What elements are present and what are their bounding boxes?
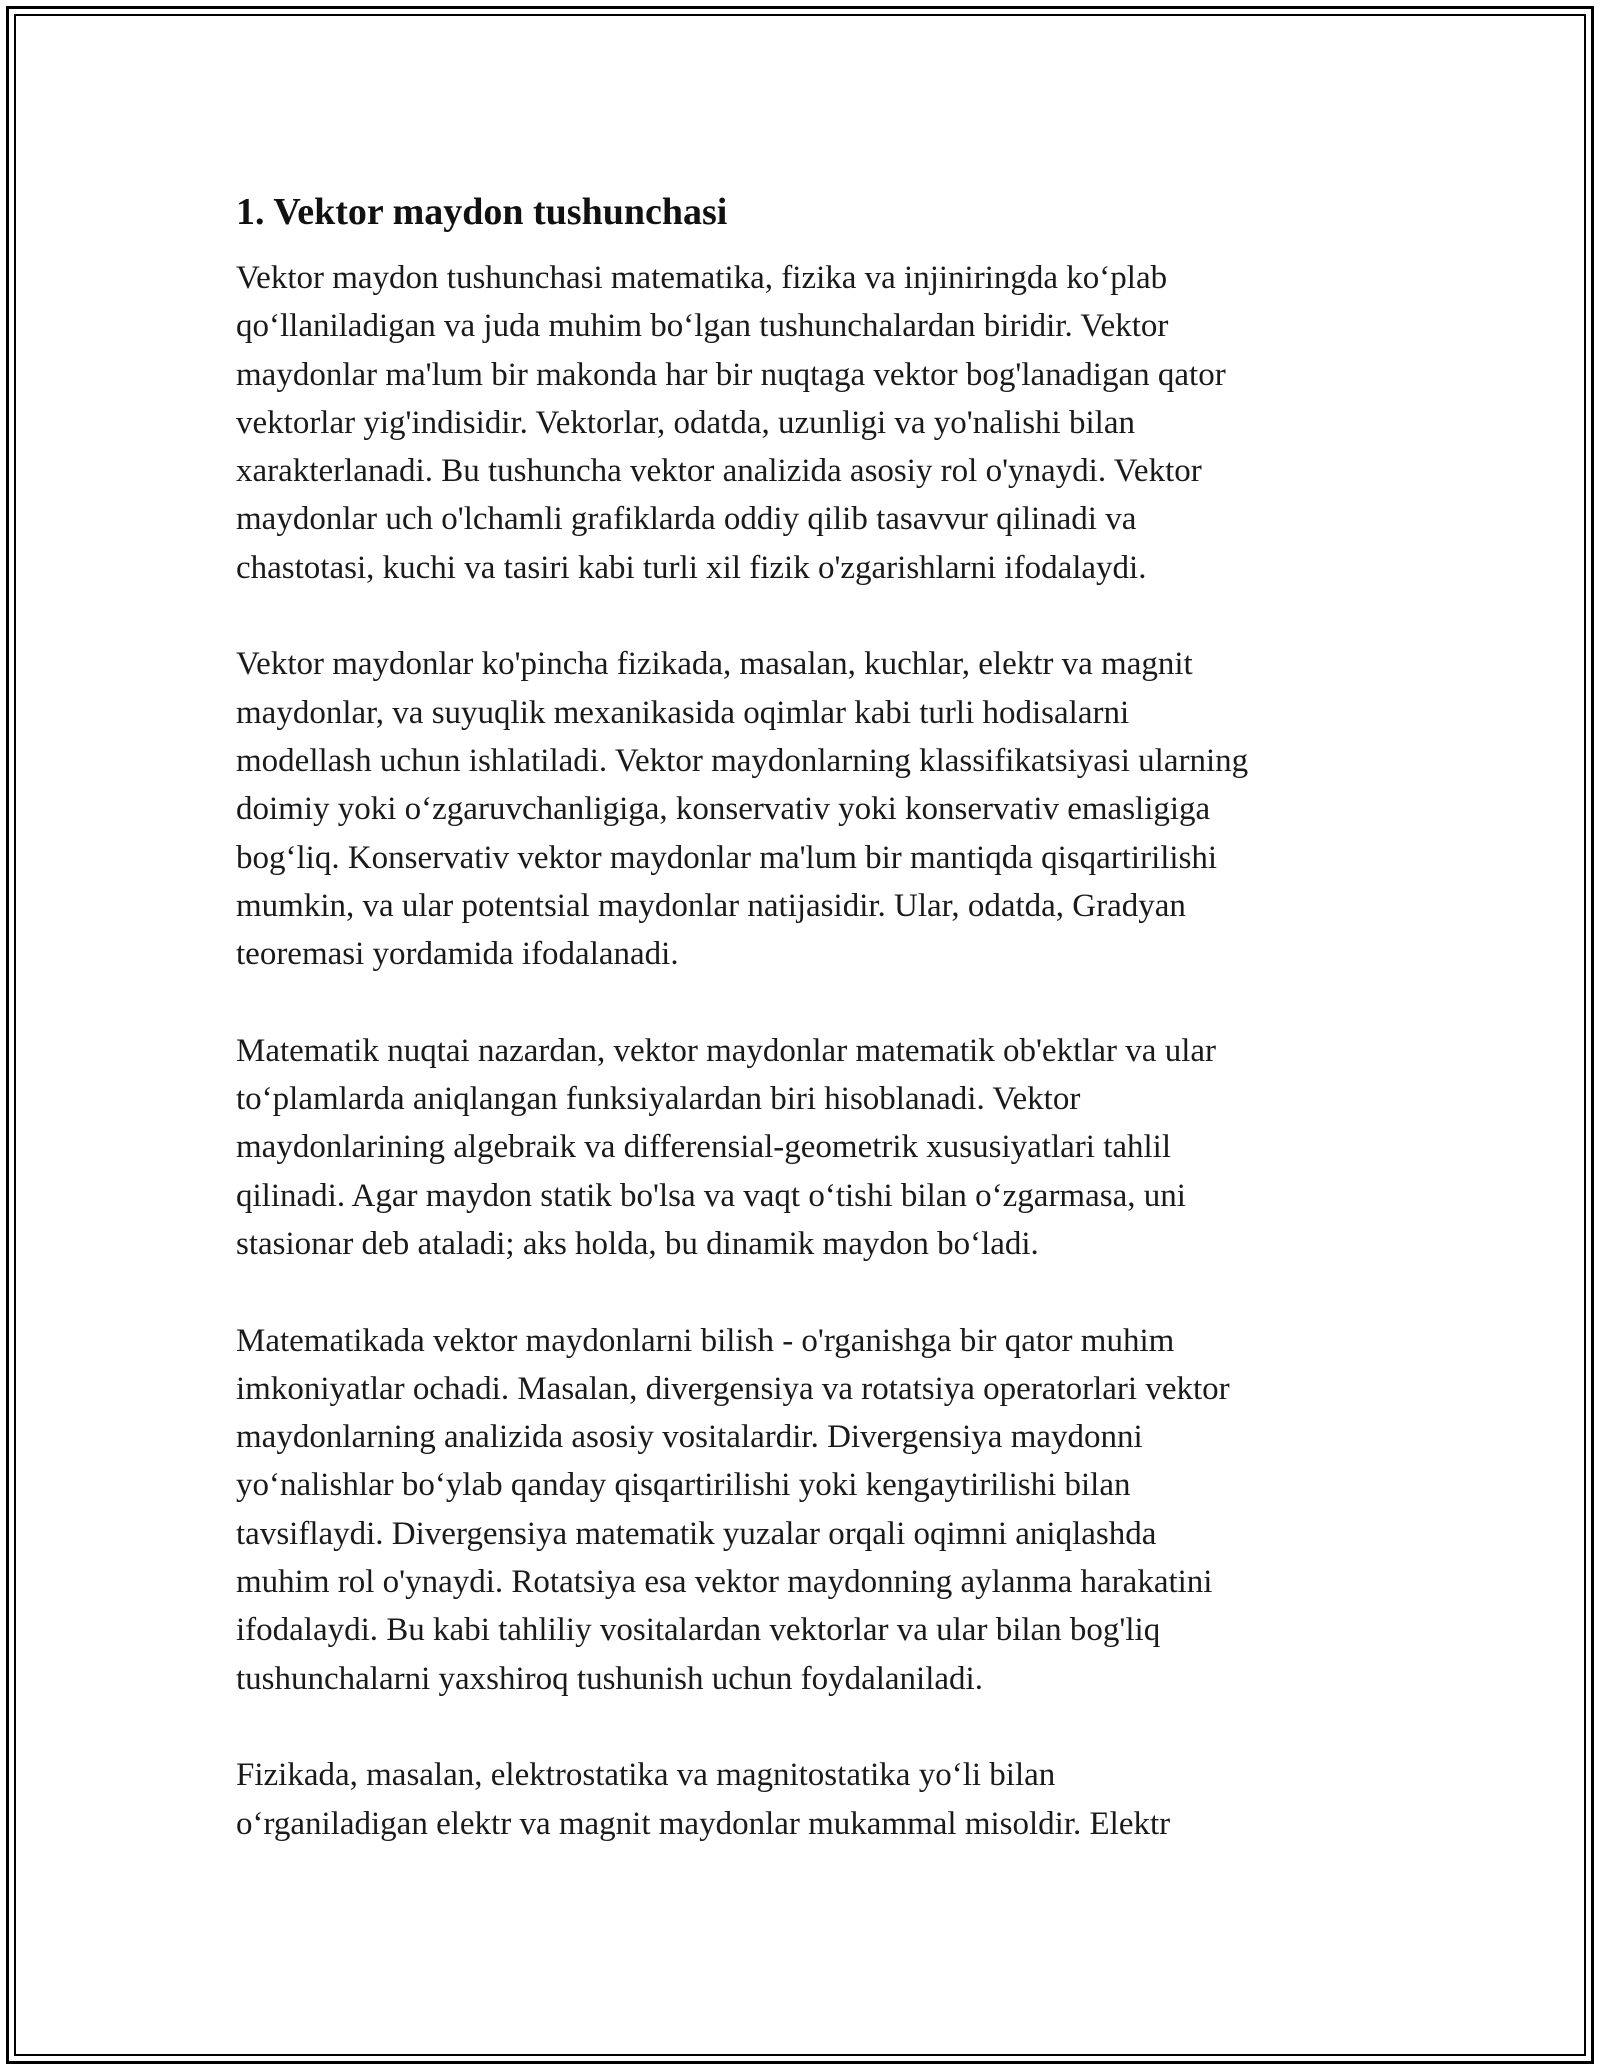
paragraph-5: Fizikada, masalan, elektrostatika va magnitostatika yo‘li bilan o‘rganiladigan elektr va magnit maydonlar mukammal misoldir. Elektr (236, 1757, 1171, 1842)
paragraph-3: Matematik nuqtai nazardan, vektor maydonlar matematik ob'ektlar va ular to‘plamlarda aniqlangan funksiyalardan biri hisoblanadi. Vektor maydonlarining algebraik va differensial-geometrik xususiyatlari tahlil qilinadi. Agar maydon statik bo'lsa va vaqt o‘tishi bilan o‘zgarmasa, uni stasionar deb ataladi; aks holda, bu dinamik maydon bo‘ladi. (236, 1032, 1216, 1262)
document-body (236, 186, 1376, 1848)
paragraph-1: Vektor maydon tushunchasi matematika, fizika va injiniringda ko‘plab qo‘llaniladigan va juda muhim bo‘lgan tushunchalardan biridir. Vektor maydonlar ma'lum bir makonda har bir nuqtaga vektor bog'lanadigan qator vektorlar yig'indisidir. Vektorlar, odatda, uzunligi va yo'nalishi bilan xarakterlanadi. Bu tushuncha vektor analizida asosiy rol o'ynaydi. Vektor maydonlar uch o'lchamli grafiklarda oddiy qilib tasavvur qilinadi va chastotasi, kuchi va tasiri kabi turli xil fizik o'zgarishlarni ifodalaydi. (236, 260, 1226, 586)
paragraph-2: Vektor maydonlar ko'pincha fizikada, masalan, kuchlar, elektr va magnit maydonlar, va suyuqlik mexanikasida oqimlar kabi turli hodisalarni modellash uchun ishlatiladi. Vektor maydonlarning klassifikatsiyasi ularning doimiy yoki o‘zgaruvchanligiga, konservativ yoki konservativ emasligiga bog‘liq. Konservativ vektor maydonlar ma'lum bir mantiqda qisqartirilishi mumkin, va ular potentsial maydonlar natijasidir. Ular, odatda, Gradyan teoremasi yordamida ifodalanadi. (236, 646, 1249, 973)
section-heading: 1. Vektor maydon tushunchasi (236, 191, 728, 233)
paragraph-4: Matematikada vektor maydonlarni bilish - o'rganishga bir qator muhim imkoniyatlar ochadi. Masalan, divergensiya va rotatsiya operatorlari vektor maydonlarning analizida asosiy vositalardir. Divergensiya maydonni yo‘nalishlar bo‘ylab qanday qisqartirilishi yoki kengaytirilishi bilan tavsiflaydi. Divergensiya matematik yuzalar orqali oqimni aniqlashda muhim rol o'ynaydi. Rotatsiya esa vektor maydonning aylanma harakatini ifodalaydi. Bu kabi tahliliy vositalardan vektorlar va ular bilan bog'liq tushunchalarni yaxshiroq tushunish uchun foydalaniladi. (236, 1322, 1230, 1697)
